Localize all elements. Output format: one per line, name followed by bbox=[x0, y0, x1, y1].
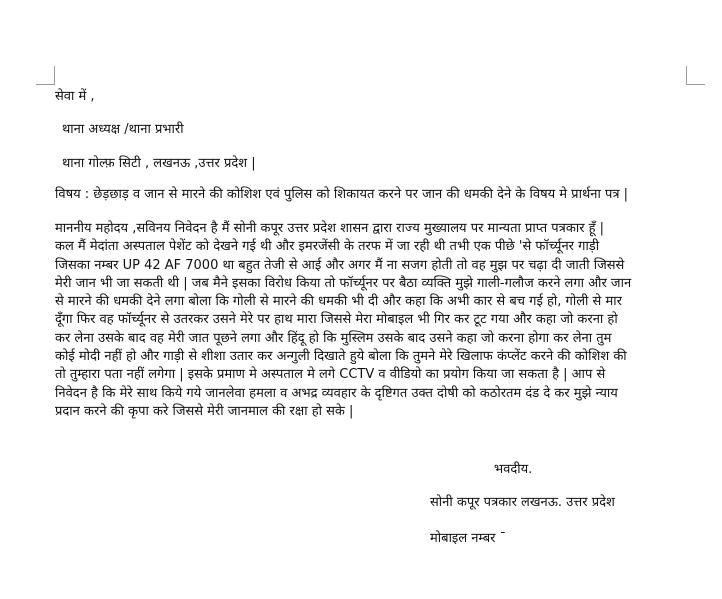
body-line: प्रदान करने की कृपा करे जिससे मेरी जानमाल की रक्षा हो सके | bbox=[55, 403, 354, 419]
body-line: तो तुम्हारा पता नहीं लगेगा | इसके प्रमाण मे अस्पताल मे लगे CCTV व वीडियो का प्रयोग किया जा सकता है | आप से bbox=[55, 367, 606, 383]
body-line: कोई मोदी नहीं हो और गाड़ी से शीशा उतार कर अन्गुली दिखाते हुये बोला कि तुमने मेरे खिलाफ कंप्लेंट करने की कोशिश की bbox=[55, 349, 627, 365]
page-corner-mark-right bbox=[686, 66, 705, 85]
body-line: माननीय महोदय ,सविनय निवेदन है मैं सोनी कपूर उत्तर प्रदेश शासन द्वारा राज्य मुख्यालय पर मान्यता प्राप्त पत्रकार हूँ | bbox=[55, 221, 605, 236]
body-line: मेरी जान भी जा सकती थी | जब मैने इसका विरोध किया तो फॉर्च्यूनर पर बैठा व्यक्ति मुझे गाली-गलौज करने लगा और जान bbox=[55, 275, 632, 291]
signature: सोनी कपूर पत्रकार लखनऊ. उत्तर प्रदेश bbox=[430, 495, 615, 510]
mobile-number-label: मोबाइल नम्बर ˉ bbox=[430, 531, 507, 546]
body-line: कल मैं मेदांता अस्पताल पेशेंट को देखने गई थी और इमरजेंसी के तरफ में जा रही थी तभी एक पीछे 'से फॉर्च्यूनर गाड़ी bbox=[55, 239, 600, 255]
recipient-title: थाना अध्यक्ष /थाना प्रभारी bbox=[62, 122, 184, 137]
recipient-address: थाना गोल्फ़ सिटी , लखनऊ ,उत्तर प्रदेश | bbox=[62, 156, 256, 171]
page-corner-mark-left bbox=[36, 66, 55, 85]
body-line: निवेदन है कि मेरे साथ किये गये जानलेवा हमला व अभद्र व्यवहार के दृष्टिगत उक्त दोषी को कठोरतम दंड दे कर मुझे न्याय bbox=[55, 385, 618, 401]
subject-line: विषय : छेड़छाड़ व जान से मारने की कोशिश एवं पुलिस को शिकायत करने पर जान की धमकी देने के विषय मे प्रार्थना पत्र | bbox=[55, 187, 629, 202]
letter-body bbox=[55, 220, 687, 421]
salutation: सेवा में , bbox=[55, 89, 95, 104]
body-line: दूँगा फिर वह फॉर्च्यूनर से उतरकर उसने मेरे पर हाथ मारा जिससे मेरा मोबाइल भी गिर कर टूट गया और कहा जो करना हो bbox=[55, 312, 618, 328]
closing: भवदीय. bbox=[494, 462, 533, 477]
body-line: कर लेना उसके बाद वह मेरी जात पूछने लगा और हिंदू हो कि मुस्लिम उसके बाद उसने कहा जो करना होगा कर लेना तुम bbox=[55, 330, 612, 346]
body-line: से मारने की धमकी देने लगा बोला कि गोली से मारने की धमकी भी दी और कहा कि अभी कार से बच गई हो, गोली से मार bbox=[55, 294, 622, 310]
body-line: जिसका नम्बर UP 42 AF 7000 था बहुत तेजी से आई और अगर मैं ना सजग होती तो वह मुझ पर चढ़ा दी जाती जिससे bbox=[55, 257, 625, 273]
